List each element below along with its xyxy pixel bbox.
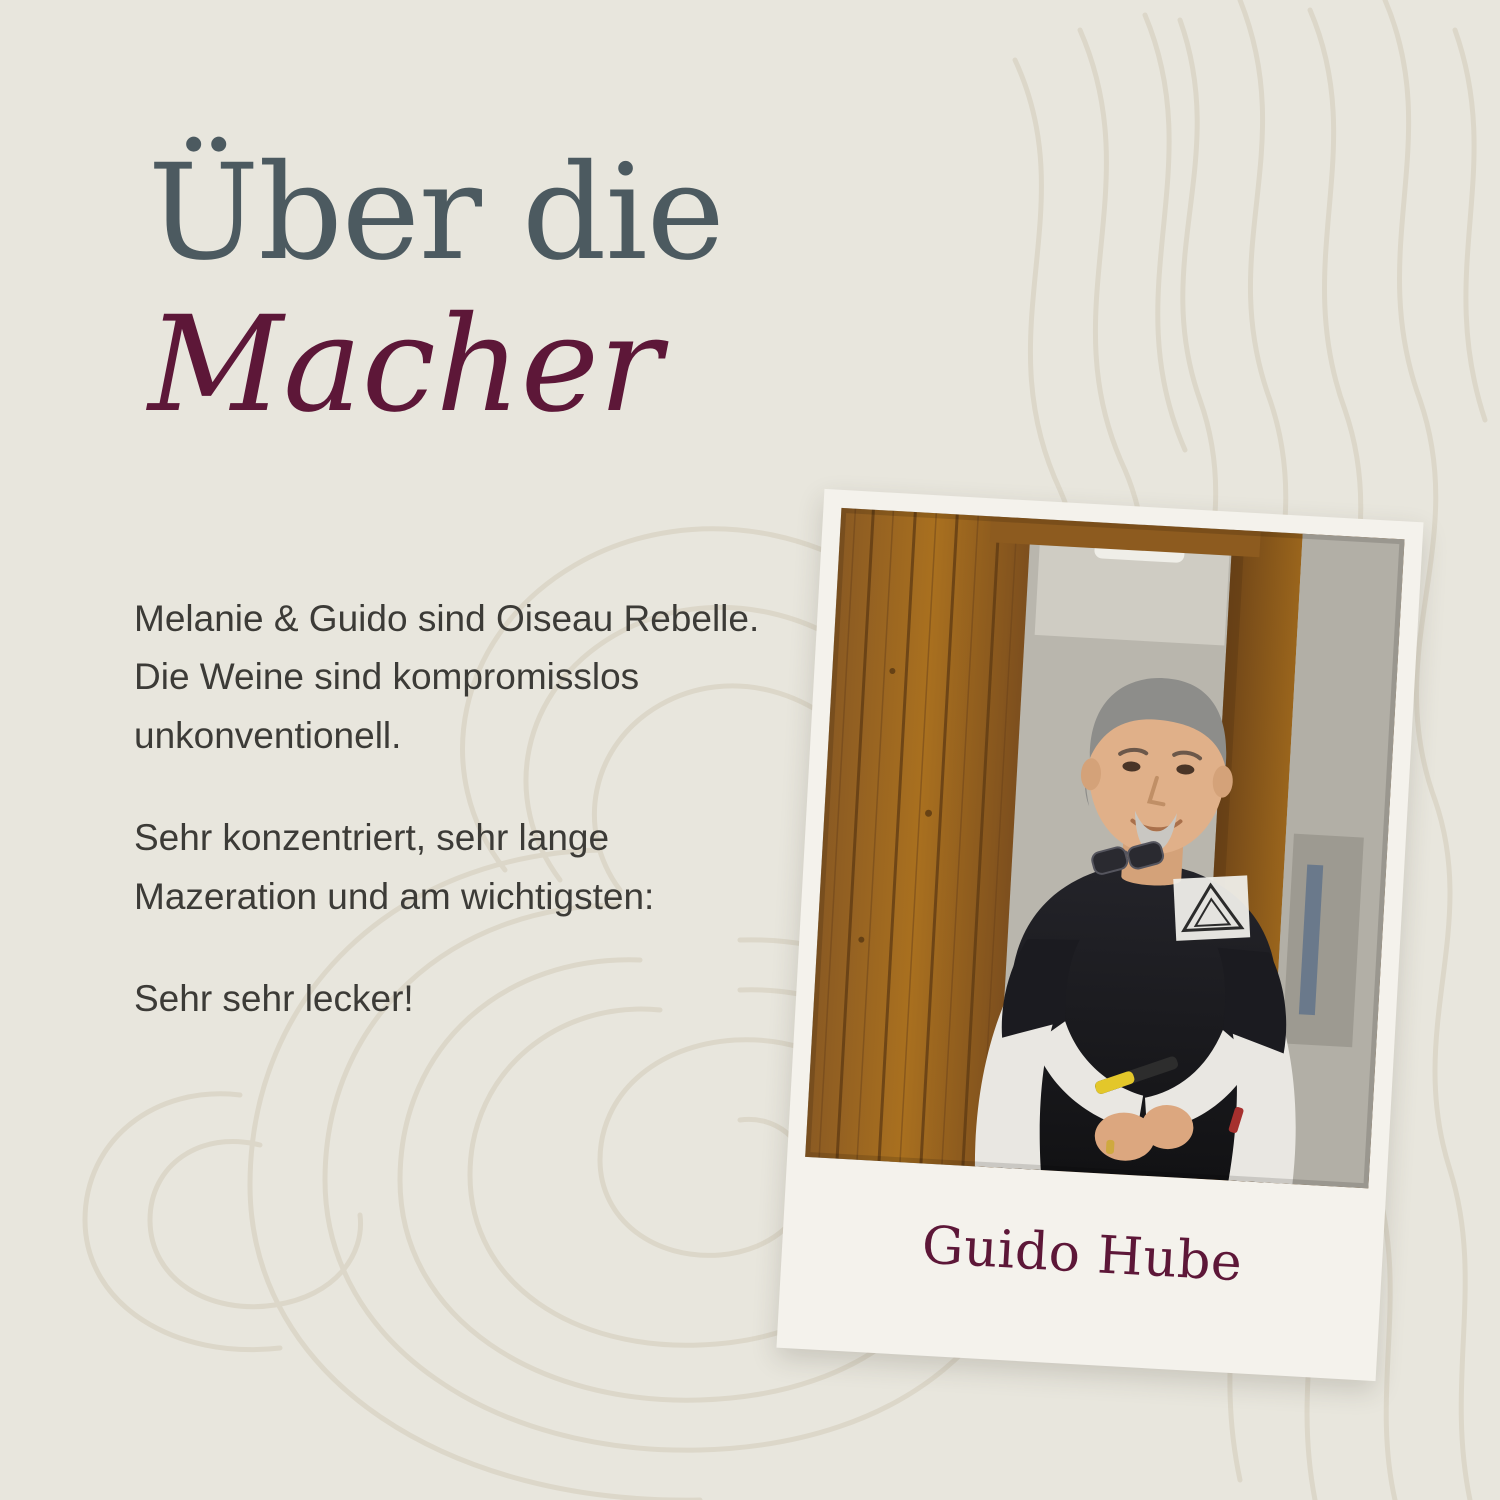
headline-line-2: Macher bbox=[148, 287, 663, 442]
portrait-photo bbox=[805, 508, 1404, 1188]
headline-line-1: Über die bbox=[148, 136, 724, 290]
body-paragraph-1: Melanie & Guido sind Oiseau Rebelle. Die Weine sind kompromisslos unkonventionell. bbox=[134, 598, 760, 756]
body-paragraph-3: Sehr sehr lecker! bbox=[134, 978, 414, 1020]
body-paragraph-2: Sehr konzentriert, sehr lange Mazeration und am wichtigsten: bbox=[134, 817, 655, 917]
body-copy bbox=[134, 590, 764, 1029]
photo-caption: Guido Hube bbox=[920, 1215, 1244, 1294]
polaroid-card bbox=[776, 489, 1423, 1381]
page-title bbox=[148, 136, 888, 444]
